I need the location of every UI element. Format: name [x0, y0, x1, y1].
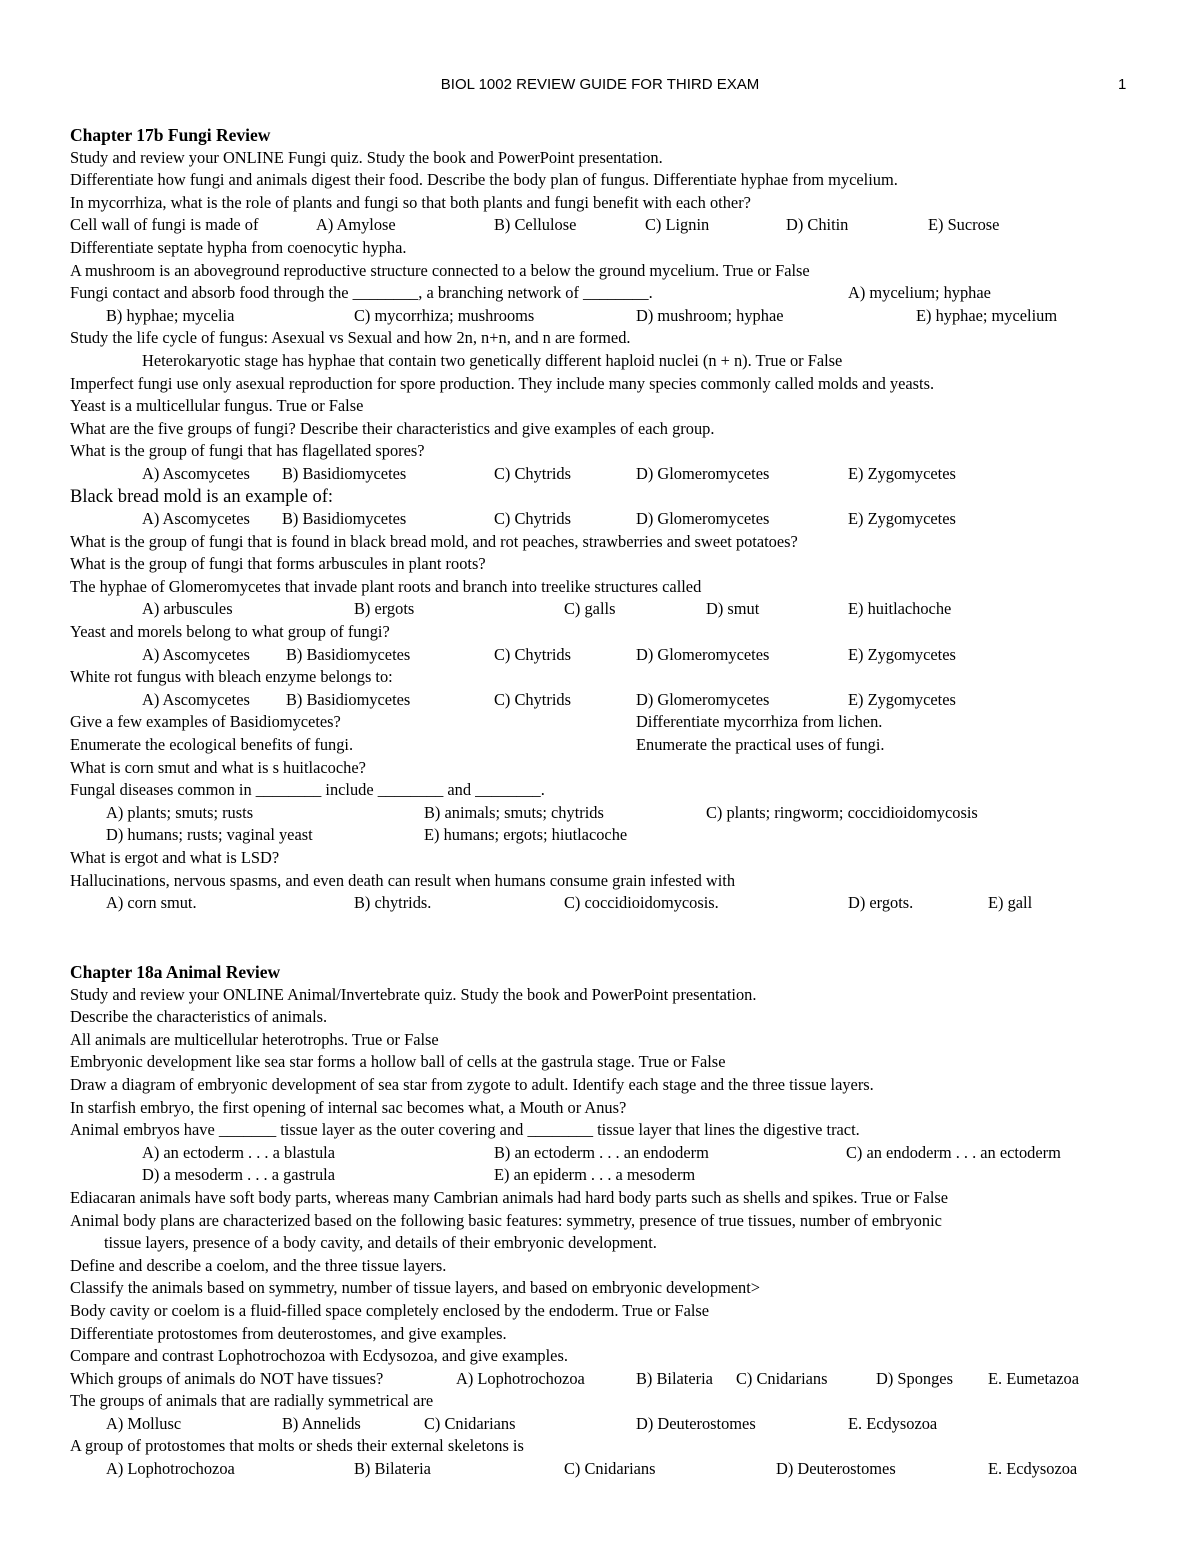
option-b: B) Cellulose [494, 215, 577, 235]
option-e: E) Zygomycetes [848, 463, 956, 483]
option-b: B) Basidiomycetes [286, 689, 411, 709]
option-c: C) Chytrids [494, 509, 571, 529]
text-line: What is ergot and what is LSD? [70, 848, 280, 867]
options-row [70, 598, 1150, 621]
text-line: In starfish embryo, the first opening of internal sac becomes what, a Mouth or Anus? [70, 1097, 627, 1117]
option-c: C) Chytrids [494, 689, 571, 709]
text-line: Animal body plans are characterized based on the following basic features: symmetry, presence of true tissues, number of embryonic [70, 1210, 942, 1230]
option-e: E) an epiderm . . . a mesoderm [494, 1165, 696, 1185]
options-row [70, 644, 1150, 667]
options-row [70, 1458, 1150, 1481]
option-a: A) an ectoderm . . . a blastula [142, 1142, 335, 1162]
option-d: D) Glomeromycetes [636, 644, 770, 664]
option-a: A) mycelium; hyphae [848, 283, 991, 303]
option-e: E. Ecdysozoa [988, 1459, 1078, 1479]
text-line: What are the five groups of fungi? Describe their characteristics and give examples of each group. [70, 418, 715, 438]
options-row [70, 892, 1150, 915]
option-e: E) Zygomycetes [848, 509, 956, 529]
option-c: C) plants; ringworm; coccidioidomycosis [706, 802, 978, 822]
option-c: C) Cnidarians [564, 1459, 656, 1479]
options-row [70, 824, 1150, 847]
text-line: A group of protostomes that molts or sheds their external skeletons is [70, 1436, 524, 1456]
option-a: A) Ascomycetes [142, 689, 250, 709]
text-line: Study the life cycle of fungus: Asexual vs Sexual and how 2n, n+n, and n are formed. [70, 328, 631, 348]
option-e: E) hyphae; mycelium [916, 305, 1058, 325]
options-row [70, 802, 1150, 825]
option-a: A) Ascomycetes [142, 463, 250, 483]
option-d: D) Chitin [786, 215, 849, 235]
text-line: In mycorrhiza, what is the role of plants and fungi so that both plants and fungi benefit with each other? [70, 192, 751, 212]
text-line: Hallucinations, nervous spasms, and even death can result when humans consume grain infested with [70, 870, 736, 890]
text-line: Compare and contrast Lophotrochozoa with Ecdysozoa, and give examples. [70, 1346, 568, 1366]
option-a: A) arbuscules [142, 599, 233, 619]
option-a: A) corn smut. [106, 893, 197, 913]
text-line: What is the group of fungi that has flagellated spores? [70, 441, 425, 461]
option-c: C) an endoderm . . . an ectoderm [846, 1142, 1061, 1162]
text-line: Describe the characteristics of animals. [70, 1007, 328, 1027]
text-line: Black bread mold is an example of: [70, 486, 334, 507]
question-stem: Which groups of animals do NOT have tissues? [70, 1368, 384, 1388]
options-row [70, 508, 1150, 531]
option-e: E) Zygomycetes [848, 689, 956, 709]
option-c: C) galls [564, 599, 616, 619]
text-line: Ediacaran animals have soft body parts, whereas many Cambrian animals had hard body parts such as shells and spikes. True or False [70, 1187, 949, 1207]
option-a: A) Ascomycetes [142, 644, 250, 664]
question-stem: Fungi contact and absorb food through the ________, a branching network of ________. [70, 283, 653, 303]
text-line: Imperfect fungi use only asexual reproduction for spore production. They include many species commonly called molds and yeasts. [70, 373, 935, 393]
option-d: D) a mesoderm . . . a gastrula [142, 1165, 335, 1185]
option-e: E) Sucrose [928, 215, 1000, 235]
options-row [70, 305, 1150, 328]
options-row [70, 463, 1150, 486]
option-d: D) humans; rusts; vaginal yeast [106, 825, 313, 845]
text-line: The groups of animals that are radially symmetrical are [70, 1391, 434, 1411]
text-line: Draw a diagram of embryonic development of sea star from zygote to adult. Identify each stage and the three tissue layers. [70, 1074, 874, 1094]
options-row [70, 1413, 1150, 1436]
option-d: D) Glomeromycetes [636, 509, 770, 529]
option-b: B) chytrids. [354, 893, 432, 913]
option-b: B) an ectoderm . . . an endoderm [494, 1142, 709, 1162]
options-row [70, 1142, 1150, 1165]
section-heading-fungi: Chapter 17b Fungi Review [70, 125, 271, 145]
option-b: B) Basidiomycetes [282, 463, 407, 483]
document-title: BIOL 1002 REVIEW GUIDE FOR THIRD EXAM [440, 76, 760, 93]
text-line: Yeast is a multicellular fungus. True or False [70, 396, 364, 416]
text-line: What is the group of fungi that forms arbuscules in plant roots? [70, 554, 486, 574]
text-line: Fungal diseases common in ________ include ________ and ________. [70, 780, 545, 800]
text-line: Yeast and morels belong to what group of fungi? [70, 622, 390, 642]
text-line: What is corn smut and what is s huitlacoche? [70, 757, 366, 777]
text-line-pair [70, 734, 1150, 757]
option-b: B) ergots [354, 599, 415, 619]
option-d: D) mushroom; hyphae [636, 305, 784, 325]
option-d: D) Deuterostomes [636, 1413, 756, 1433]
text-line: Animal embryos have _______ tissue layer as the outer covering and ________ tissue layer that lines the digestive tract. [70, 1120, 860, 1140]
option-b: B) Bilateria [354, 1459, 431, 1479]
option-a: A) Lophotrochozoa [106, 1459, 235, 1479]
option-c: C) Cnidarians [424, 1413, 516, 1433]
text-line: Classify the animals based on symmetry, number of tissue layers, and based on embryonic development> [70, 1278, 761, 1298]
text-line: The hyphae of Glomeromycetes that invade plant roots and branch into treelike structures called [70, 576, 702, 596]
option-a: A) Ascomycetes [142, 509, 250, 529]
text-line: tissue layers, presence of a body cavity, and details of their embryonic development. [104, 1233, 657, 1253]
section-heading-animal: Chapter 18a Animal Review [70, 962, 281, 982]
option-e: E) Zygomycetes [848, 644, 956, 664]
option-d: D) ergots. [848, 893, 914, 913]
option-b: B) Annelids [282, 1413, 361, 1433]
option-e: E. Ecdysozoa [848, 1413, 938, 1433]
question-cell-wall [70, 214, 1150, 237]
option-d: D) Sponges [876, 1368, 953, 1388]
text-right: Differentiate mycorrhiza from lichen. [636, 712, 883, 732]
option-c: C) mycorrhiza; mushrooms [354, 305, 535, 325]
text-line-pair [70, 711, 1150, 734]
option-a: A) Mollusc [106, 1413, 182, 1433]
option-e: E) huitlachoche [848, 599, 952, 619]
question-no-tissues [70, 1368, 1150, 1391]
text-right: Enumerate the practical uses of fungi. [636, 735, 885, 755]
option-c: C) coccidioidomycosis. [564, 893, 719, 913]
text-left: Enumerate the ecological benefits of fungi. [70, 735, 354, 755]
option-a: A) plants; smuts; rusts [106, 802, 254, 822]
text-line: Embryonic development like sea star forms a hollow ball of cells at the gastrula stage. True or False [70, 1052, 726, 1072]
option-e: E. Eumetazoa [988, 1368, 1080, 1388]
text-line: What is the group of fungi that is found in black bread mold, and rot peaches, strawberries and sweet potatoes? [70, 531, 798, 551]
options-row [70, 689, 1150, 712]
page-header [0, 74, 1200, 98]
option-c: C) Lignin [645, 215, 710, 235]
option-a: A) Amylose [316, 215, 396, 235]
text-line: Differentiate how fungi and animals digest their food. Describe the body plan of fungus. Differentiate hyphae from mycelium. [70, 170, 898, 190]
page-number: 1 [1118, 76, 1127, 93]
text-line: Study and review your ONLINE Fungi quiz. Study the book and PowerPoint presentation. [70, 147, 663, 167]
text-line: Heterokaryotic stage has hyphae that contain two genetically different haploid nuclei (n + n). True or False [142, 350, 843, 370]
option-d: D) Deuterostomes [776, 1459, 896, 1479]
text-line: Differentiate protostomes from deuterostomes, and give examples. [70, 1323, 507, 1343]
option-b: B) hyphae; mycelia [106, 305, 235, 325]
option-b: B) Basidiomycetes [282, 509, 407, 529]
question-stem: Cell wall of fungi is made of [70, 215, 259, 235]
text-line: All animals are multicellular heterotrophs. True or False [70, 1029, 439, 1049]
option-e: E) humans; ergots; hiutlacoche [424, 825, 628, 845]
text-line: A mushroom is an aboveground reproductive structure connected to a below the ground mycelium. True or False [70, 260, 810, 280]
fungi-section [70, 124, 1150, 915]
option-d: D) smut [706, 599, 760, 619]
option-d: D) Glomeromycetes [636, 463, 770, 483]
animal-section [70, 961, 1150, 1481]
option-b: B) Bilateria [636, 1368, 713, 1388]
options-row [70, 1164, 1150, 1187]
option-a: A) Lophotrochozoa [456, 1368, 585, 1388]
option-b: B) Basidiomycetes [286, 644, 411, 664]
option-c: C) Cnidarians [736, 1368, 828, 1388]
option-c: C) Chytrids [494, 644, 571, 664]
text-line: Define and describe a coelom, and the three tissue layers. [70, 1255, 447, 1275]
text-left: Give a few examples of Basidiomycetes? [70, 712, 341, 732]
option-e: E) gall [988, 893, 1033, 913]
text-line: Body cavity or coelom is a fluid-filled space completely enclosed by the endoderm. True or False [70, 1300, 710, 1320]
text-line: White rot fungus with bleach enzyme belongs to: [70, 667, 393, 687]
text-line: Study and review your ONLINE Animal/Invertebrate quiz. Study the book and PowerPoint presentation. [70, 984, 757, 1004]
text-line: Differentiate septate hypha from coenocytic hypha. [70, 237, 407, 257]
option-b: B) animals; smuts; chytrids [424, 802, 604, 822]
option-d: D) Glomeromycetes [636, 689, 770, 709]
option-c: C) Chytrids [494, 463, 571, 483]
question-fungi-contact [70, 282, 1150, 305]
